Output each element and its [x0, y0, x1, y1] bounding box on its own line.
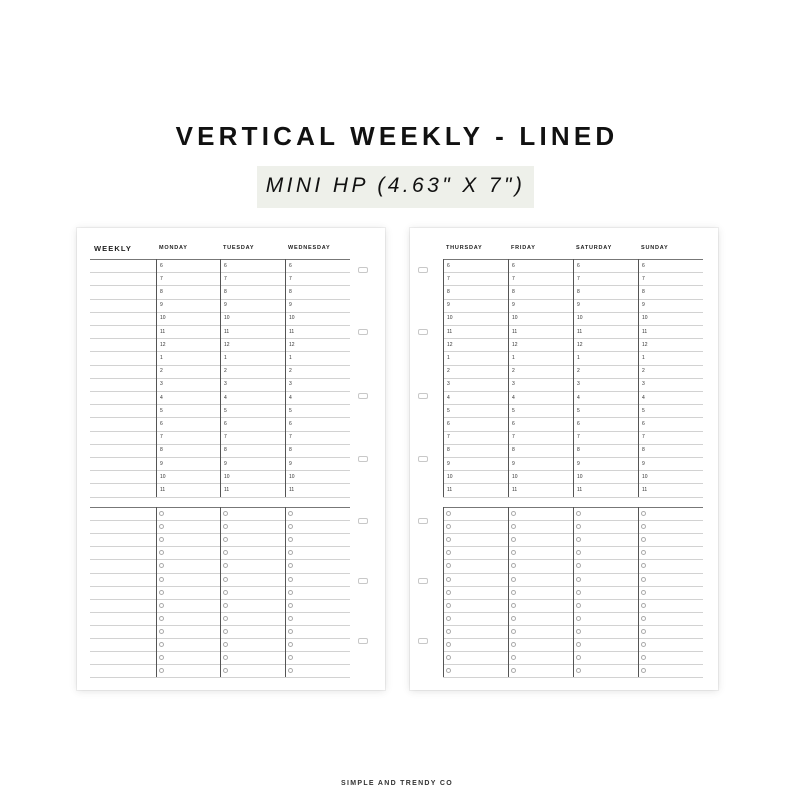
hour-label: 11 [447, 486, 453, 493]
hour-label: 6 [224, 262, 227, 269]
hour-label: 9 [447, 302, 450, 309]
hour-label: 6 [447, 262, 450, 269]
hour-label: 11 [577, 328, 583, 335]
hour-label: 3 [512, 381, 515, 388]
hour-label: 5 [642, 407, 645, 414]
hour-label: 10 [577, 473, 583, 480]
hour-label: 9 [512, 302, 515, 309]
hour-label: 9 [577, 460, 580, 467]
checkbox-circle [576, 537, 581, 542]
title: VERTICAL WEEKLY - LINED [175, 121, 619, 151]
hour-label: 10 [642, 315, 648, 322]
hour-label: 3 [224, 381, 227, 388]
checkbox-circle [641, 550, 646, 555]
hour-label: 3 [642, 381, 645, 388]
checkbox-circle [446, 577, 451, 582]
hour-label: 6 [577, 262, 580, 269]
checkbox-circle [288, 668, 293, 673]
day-header: SUNDAY [641, 245, 669, 251]
checkbox-circle [511, 577, 516, 582]
checkbox-circle [511, 642, 516, 647]
checkbox-circle [288, 550, 293, 555]
checkbox-circle [288, 511, 293, 516]
column-divider [285, 259, 286, 497]
hour-label: 11 [447, 328, 453, 335]
hour-label: 10 [289, 315, 295, 322]
checkbox-circle [223, 629, 228, 634]
checkbox-circle [641, 563, 646, 568]
hour-label: 11 [642, 486, 648, 493]
hour-label: 8 [447, 288, 450, 295]
checkbox-circle [511, 603, 516, 608]
binding-notch [358, 456, 368, 462]
hour-label: 6 [160, 262, 163, 269]
checkbox-circle [641, 603, 646, 608]
column-divider [508, 507, 509, 677]
hour-label: 7 [512, 434, 515, 441]
hour-label: 8 [447, 447, 450, 454]
hour-label: 7 [160, 434, 163, 441]
binding-notch [418, 578, 428, 584]
binding-notch [358, 638, 368, 644]
hour-label: 11 [512, 328, 518, 335]
hour-label: 8 [160, 288, 163, 295]
hour-label: 7 [160, 275, 163, 282]
hour-label: 9 [224, 460, 227, 467]
checkbox-circle [576, 655, 581, 660]
hour-label: 8 [289, 288, 292, 295]
day-header: WEDNESDAY [288, 245, 331, 251]
hour-label: 9 [289, 460, 292, 467]
hour-label: 8 [512, 288, 515, 295]
checkbox-circle [641, 511, 646, 516]
checkbox-circle [641, 524, 646, 529]
checkbox-circle [159, 616, 164, 621]
hour-label: 5 [160, 407, 163, 414]
checkbox-circle [288, 629, 293, 634]
checkbox-circle [288, 590, 293, 595]
checkbox-circle [641, 642, 646, 647]
checkbox-circle [511, 524, 516, 529]
checkbox-circle [159, 577, 164, 582]
checkbox-circle [511, 550, 516, 555]
hour-label: 7 [577, 275, 580, 282]
hour-label: 10 [642, 473, 648, 480]
hour-label: 8 [224, 288, 227, 295]
hour-label: 11 [224, 486, 230, 493]
hour-label: 4 [447, 394, 450, 401]
hour-label: 8 [642, 447, 645, 454]
hour-label: 11 [160, 486, 166, 493]
checkbox-circle [446, 629, 451, 634]
subtitle: MINI HP (4.63" X 7") [265, 174, 526, 197]
hour-label: 11 [512, 486, 518, 493]
binding-notch [418, 393, 428, 399]
checkbox-circle [446, 511, 451, 516]
column-divider [573, 507, 574, 677]
hour-label: 8 [642, 288, 645, 295]
hour-label: 7 [642, 275, 645, 282]
hour-label: 12 [160, 341, 166, 348]
hour-label: 2 [577, 368, 580, 375]
binding-notch [358, 393, 368, 399]
column-divider [443, 507, 444, 677]
hour-label: 3 [160, 381, 163, 388]
checkbox-circle [223, 537, 228, 542]
checkbox-circle [511, 563, 516, 568]
checkbox-circle [641, 629, 646, 634]
checkbox-circle [576, 563, 581, 568]
hour-label: 12 [577, 341, 583, 348]
hour-label: 11 [577, 486, 583, 493]
hour-label: 1 [577, 354, 580, 361]
checkbox-circle [446, 642, 451, 647]
hour-label: 6 [289, 262, 292, 269]
planner-page-left [77, 228, 385, 690]
checkbox-circle [641, 590, 646, 595]
hour-label: 11 [642, 328, 648, 335]
hour-rule [443, 497, 703, 498]
checkbox-circle [159, 590, 164, 595]
checkbox-circle [511, 655, 516, 660]
hour-label: 4 [160, 394, 163, 401]
checkbox-circle [641, 655, 646, 660]
hour-label: 9 [577, 302, 580, 309]
hour-label: 2 [289, 368, 292, 375]
hour-label: 1 [160, 354, 163, 361]
hour-label: 6 [289, 420, 292, 427]
hour-label: 10 [224, 315, 230, 322]
day-header: MONDAY [159, 245, 188, 251]
checkbox-circle [159, 642, 164, 647]
hour-label: 5 [447, 407, 450, 414]
hour-label: 6 [577, 420, 580, 427]
checkbox-circle [576, 577, 581, 582]
checkbox-circle [576, 590, 581, 595]
day-header: TUESDAY [223, 245, 255, 251]
checkbox-circle [159, 563, 164, 568]
checkbox-circle [446, 616, 451, 621]
checkbox-circle [288, 642, 293, 647]
hour-label: 2 [224, 368, 227, 375]
hour-label: 6 [447, 420, 450, 427]
binding-notch [358, 518, 368, 524]
column-divider [285, 507, 286, 677]
hour-label: 9 [642, 302, 645, 309]
hour-label: 8 [160, 447, 163, 454]
hour-label: 9 [224, 302, 227, 309]
checkbox-circle [446, 655, 451, 660]
hour-label: 5 [289, 407, 292, 414]
hour-label: 8 [577, 288, 580, 295]
checkbox-circle [223, 603, 228, 608]
checkbox-circle [159, 655, 164, 660]
checkbox-circle [288, 563, 293, 568]
binding-notch [358, 578, 368, 584]
column-divider [638, 259, 639, 497]
checkbox-circle [641, 616, 646, 621]
hour-label: 3 [289, 381, 292, 388]
hour-label: 4 [577, 394, 580, 401]
hour-label: 9 [160, 302, 163, 309]
hour-label: 5 [512, 407, 515, 414]
checkbox-circle [223, 616, 228, 621]
hour-label: 11 [289, 328, 295, 335]
hour-label: 6 [512, 262, 515, 269]
checkbox-circle [223, 655, 228, 660]
hour-label: 1 [289, 354, 292, 361]
checkbox-circle [446, 563, 451, 568]
hour-label: 7 [224, 275, 227, 282]
checkbox-circle [576, 668, 581, 673]
binding-notch [358, 267, 368, 273]
hour-label: 2 [160, 368, 163, 375]
hour-label: 4 [642, 394, 645, 401]
hour-label: 7 [289, 434, 292, 441]
checkbox-circle [641, 537, 646, 542]
column-divider [156, 507, 157, 677]
hour-label: 9 [289, 302, 292, 309]
hour-label: 7 [642, 434, 645, 441]
checkbox-circle [446, 537, 451, 542]
checkbox-circle [159, 603, 164, 608]
binding-notch [418, 638, 428, 644]
hour-label: 7 [289, 275, 292, 282]
checkbox-circle [446, 668, 451, 673]
checkbox-circle [288, 603, 293, 608]
hour-label: 10 [577, 315, 583, 322]
checkbox-circle [223, 577, 228, 582]
hour-label: 2 [447, 368, 450, 375]
hour-label: 10 [160, 473, 166, 480]
hour-label: 3 [447, 381, 450, 388]
binding-notch [418, 329, 428, 335]
hour-label: 6 [512, 420, 515, 427]
hour-label: 12 [447, 341, 453, 348]
planner-page-right [410, 228, 718, 690]
hour-label: 12 [289, 341, 295, 348]
hour-label: 6 [224, 420, 227, 427]
checkbox-circle [511, 629, 516, 634]
checkbox-circle [576, 603, 581, 608]
hour-label: 9 [160, 460, 163, 467]
checkbox-circle [159, 550, 164, 555]
column-divider [638, 507, 639, 677]
hour-label: 6 [160, 420, 163, 427]
day-header: SATURDAY [576, 245, 613, 251]
hour-label: 1 [447, 354, 450, 361]
checkbox-circle [159, 524, 164, 529]
checkbox-circle [288, 537, 293, 542]
checkbox-circle [576, 550, 581, 555]
hour-label: 10 [447, 473, 453, 480]
checkbox-circle [223, 563, 228, 568]
hour-label: 10 [447, 315, 453, 322]
hour-label: 4 [224, 394, 227, 401]
hour-label: 4 [512, 394, 515, 401]
checkbox-circle [223, 668, 228, 673]
footer-brand: SIMPLE AND TRENDY CO [341, 780, 453, 787]
checkbox-circle [223, 590, 228, 595]
hour-label: 8 [289, 447, 292, 454]
column-divider [508, 259, 509, 497]
checkbox-circle [223, 524, 228, 529]
checkbox-circle [511, 590, 516, 595]
hour-label: 10 [512, 315, 518, 322]
hour-label: 8 [512, 447, 515, 454]
checkbox-circle [288, 524, 293, 529]
hour-label: 1 [512, 354, 515, 361]
checkbox-circle [159, 511, 164, 516]
column-divider [443, 259, 444, 497]
checkbox-circle [576, 524, 581, 529]
checkbox-circle [446, 590, 451, 595]
day-header: FRIDAY [511, 245, 536, 251]
column-divider [220, 259, 221, 497]
checkbox-circle [159, 537, 164, 542]
column-divider [156, 259, 157, 497]
checkbox-circle [446, 550, 451, 555]
hour-label: 7 [577, 434, 580, 441]
checkbox-circle [288, 616, 293, 621]
hour-label: 11 [160, 328, 166, 335]
weekly-label: WEEKLY [94, 244, 132, 253]
hour-label: 1 [642, 354, 645, 361]
binding-notch [418, 518, 428, 524]
checkbox-circle [576, 642, 581, 647]
hour-label: 4 [289, 394, 292, 401]
checkbox-circle [511, 616, 516, 621]
checklist-line [443, 677, 703, 678]
day-header: THURSDAY [446, 245, 483, 251]
hour-label: 10 [289, 473, 295, 480]
checkbox-circle [641, 577, 646, 582]
hour-label: 7 [447, 434, 450, 441]
hour-label: 2 [642, 368, 645, 375]
hour-label: 12 [642, 341, 648, 348]
hour-label: 11 [289, 486, 295, 493]
checkbox-circle [446, 603, 451, 608]
checkbox-circle [159, 629, 164, 634]
checkbox-circle [446, 524, 451, 529]
hour-label: 1 [224, 354, 227, 361]
hour-label: 10 [224, 473, 230, 480]
checkbox-circle [511, 668, 516, 673]
hour-label: 9 [642, 460, 645, 467]
hour-label: 10 [160, 315, 166, 322]
checkbox-circle [223, 550, 228, 555]
checkbox-circle [159, 668, 164, 673]
checkbox-circle [223, 642, 228, 647]
hour-label: 8 [224, 447, 227, 454]
hour-label: 12 [224, 341, 230, 348]
hour-label: 6 [642, 262, 645, 269]
binding-notch [358, 329, 368, 335]
hour-rule [90, 497, 350, 498]
hour-label: 9 [447, 460, 450, 467]
hour-label: 11 [224, 328, 230, 335]
column-divider [220, 507, 221, 677]
checklist-line [90, 677, 350, 678]
binding-notch [418, 456, 428, 462]
hour-label: 3 [577, 381, 580, 388]
hour-label: 5 [577, 407, 580, 414]
checkbox-circle [288, 655, 293, 660]
checkbox-circle [641, 668, 646, 673]
hour-label: 8 [577, 447, 580, 454]
binding-notch [418, 267, 428, 273]
hour-label: 9 [512, 460, 515, 467]
hour-label: 6 [642, 420, 645, 427]
checkbox-circle [511, 511, 516, 516]
hour-label: 7 [224, 434, 227, 441]
checkbox-circle [576, 511, 581, 516]
checkbox-circle [223, 511, 228, 516]
hour-label: 10 [512, 473, 518, 480]
hour-label: 12 [512, 341, 518, 348]
hour-label: 7 [447, 275, 450, 282]
checkbox-circle [576, 616, 581, 621]
column-divider [573, 259, 574, 497]
checkbox-circle [288, 577, 293, 582]
checkbox-circle [576, 629, 581, 634]
hour-label: 7 [512, 275, 515, 282]
checkbox-circle [511, 537, 516, 542]
hour-label: 5 [224, 407, 227, 414]
hour-label: 2 [512, 368, 515, 375]
